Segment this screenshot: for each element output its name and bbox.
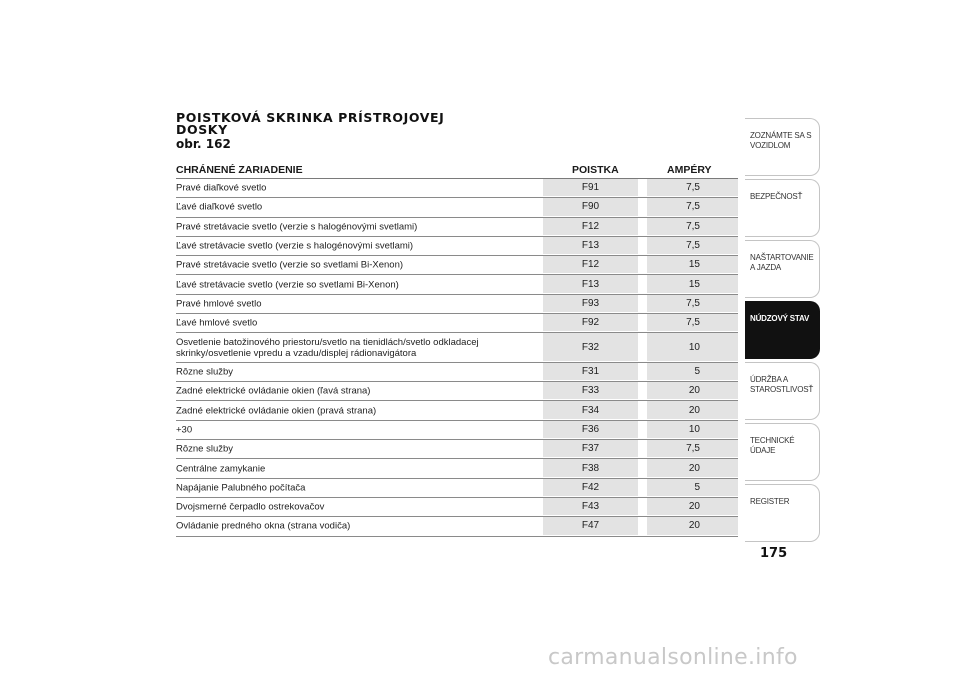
amperage-cell: 7,5 xyxy=(647,179,738,196)
chapter-tab[interactable]: ZOZNÁMTE SA S VOZIDLOM xyxy=(745,118,820,176)
amperage-cell: 7,5 xyxy=(647,440,738,457)
fuse-cell: F12 xyxy=(543,256,638,273)
table-row xyxy=(176,401,738,420)
fuse-table xyxy=(176,179,738,537)
fuse-cell: F92 xyxy=(543,314,638,331)
amperage-cell: 15 xyxy=(647,275,738,292)
protected-device-cell: Pravé stretávacie svetlo (verzie s halogénovými svetlami) xyxy=(176,221,418,233)
fuse-cell: F47 xyxy=(543,517,638,534)
chapter-tab[interactable]: TECHNICKÉ ÚDAJE xyxy=(745,423,820,481)
table-row xyxy=(176,517,738,536)
table-row xyxy=(176,479,738,498)
fuse-cell: F33 xyxy=(543,382,638,399)
fuse-cell: F36 xyxy=(543,421,638,438)
amperage-cell: 20 xyxy=(647,401,738,418)
amperage-cell: 15 xyxy=(647,256,738,273)
page-number: 175 xyxy=(760,546,788,561)
protected-device-cell: Ľavé diaľkové svetlo xyxy=(176,201,263,213)
fuse-cell: F37 xyxy=(543,440,638,457)
table-row xyxy=(176,198,738,217)
table-row xyxy=(176,295,738,314)
table-row xyxy=(176,314,738,333)
table-row xyxy=(176,459,738,478)
table-row xyxy=(176,421,738,440)
protected-device-cell: Osvetlenie batožinového priestoru/svetlo na tienidlách/svetlo odkladacej skrinky/osvetlenie vpredu a vzadu/displej rádionavigátora xyxy=(176,336,479,359)
fuse-cell: F13 xyxy=(543,237,638,254)
chapter-tab[interactable]: NAŠTARTOVANIE A JAZDA xyxy=(745,240,820,298)
table-row xyxy=(176,237,738,256)
table-row xyxy=(176,256,738,275)
amperage-cell: 10 xyxy=(647,421,738,438)
chapter-tab[interactable]: ÚDRŽBA A STAROSTLIVOSŤ xyxy=(745,362,820,420)
protected-device-cell: Ovládanie predného okna (strana vodiča) xyxy=(176,520,351,532)
table-row xyxy=(176,382,738,401)
protected-device-cell: Ľavé hmlové svetlo xyxy=(176,317,258,329)
fuse-cell: F42 xyxy=(543,479,638,496)
protected-device-cell: Zadné elektrické ovládanie okien (ľavá strana) xyxy=(176,385,371,397)
fuse-cell: F93 xyxy=(543,295,638,312)
amperage-cell: 7,5 xyxy=(647,237,738,254)
protected-device-cell: Pravé hmlové svetlo xyxy=(176,298,262,310)
amperage-cell: 20 xyxy=(647,382,738,399)
fuse-cell: F32 xyxy=(543,333,638,361)
amperage-cell: 20 xyxy=(647,459,738,476)
chapter-tab[interactable]: BEZPEČNOSŤ xyxy=(745,179,820,237)
table-row xyxy=(176,498,738,517)
table-row xyxy=(176,275,738,294)
amperage-cell: 7,5 xyxy=(647,314,738,331)
amperage-cell: 20 xyxy=(647,498,738,515)
amperage-cell: 7,5 xyxy=(647,198,738,215)
protected-device-cell: Centrálne zamykanie xyxy=(176,463,266,474)
amperage-cell: 5 xyxy=(647,363,738,380)
figure-reference: obr. 162 xyxy=(176,137,231,151)
fuse-cell: F91 xyxy=(543,179,638,196)
protected-device-cell: Pravé diaľkové svetlo xyxy=(176,182,267,194)
table-row xyxy=(176,333,738,363)
protected-device-cell: Napájanie Palubného počítača xyxy=(176,482,306,494)
fuse-cell: F13 xyxy=(543,275,638,292)
header-device: CHRÁNENÉ ZARIADENIE xyxy=(176,164,303,176)
amperage-cell: 7,5 xyxy=(647,295,738,312)
chapter-tab[interactable]: REGISTER xyxy=(745,484,820,542)
fuse-cell: F31 xyxy=(543,363,638,380)
amperage-cell: 5 xyxy=(647,479,738,496)
header-fuse: POISTKA xyxy=(572,164,619,176)
table-row xyxy=(176,363,738,382)
protected-device-cell: +30 xyxy=(176,424,193,436)
page-title: POISTKOVÁ SKRINKA PRÍSTROJOVEJ DOSKY xyxy=(176,110,445,137)
protected-device-cell: Zadné elektrické ovládanie okien (pravá strana) xyxy=(176,405,377,417)
fuse-cell: F12 xyxy=(543,218,638,235)
protected-device-cell: Ľavé stretávacie svetlo (verzie so svetlami Bi-Xenon) xyxy=(176,279,399,291)
watermark: carmanualsonline.info xyxy=(548,645,798,670)
table-row xyxy=(176,179,738,198)
protected-device-cell: Rôzne služby xyxy=(176,366,234,378)
fuse-cell: F38 xyxy=(543,459,638,476)
fuse-cell: F43 xyxy=(543,498,638,515)
protected-device-cell: Dvojsmerné čerpadlo ostrekovačov xyxy=(176,501,325,513)
protected-device-cell: Rôzne služby xyxy=(176,443,234,455)
table-row xyxy=(176,440,738,459)
amperage-cell: 10 xyxy=(647,333,738,361)
fuse-cell: F90 xyxy=(543,198,638,215)
amperage-cell: 7,5 xyxy=(647,218,738,235)
protected-device-cell: Ľavé stretávacie svetlo (verzie s halogénovými svetlami) xyxy=(176,240,414,252)
chapter-tab[interactable]: NÚDZOVÝ STAV xyxy=(745,301,820,359)
amperage-cell: 20 xyxy=(647,517,738,534)
table-row xyxy=(176,218,738,237)
protected-device-cell: Pravé stretávacie svetlo (verzie so svetlami Bi-Xenon) xyxy=(176,259,404,271)
header-amp: AMPÉRY xyxy=(667,164,712,176)
fuse-cell: F34 xyxy=(543,401,638,418)
